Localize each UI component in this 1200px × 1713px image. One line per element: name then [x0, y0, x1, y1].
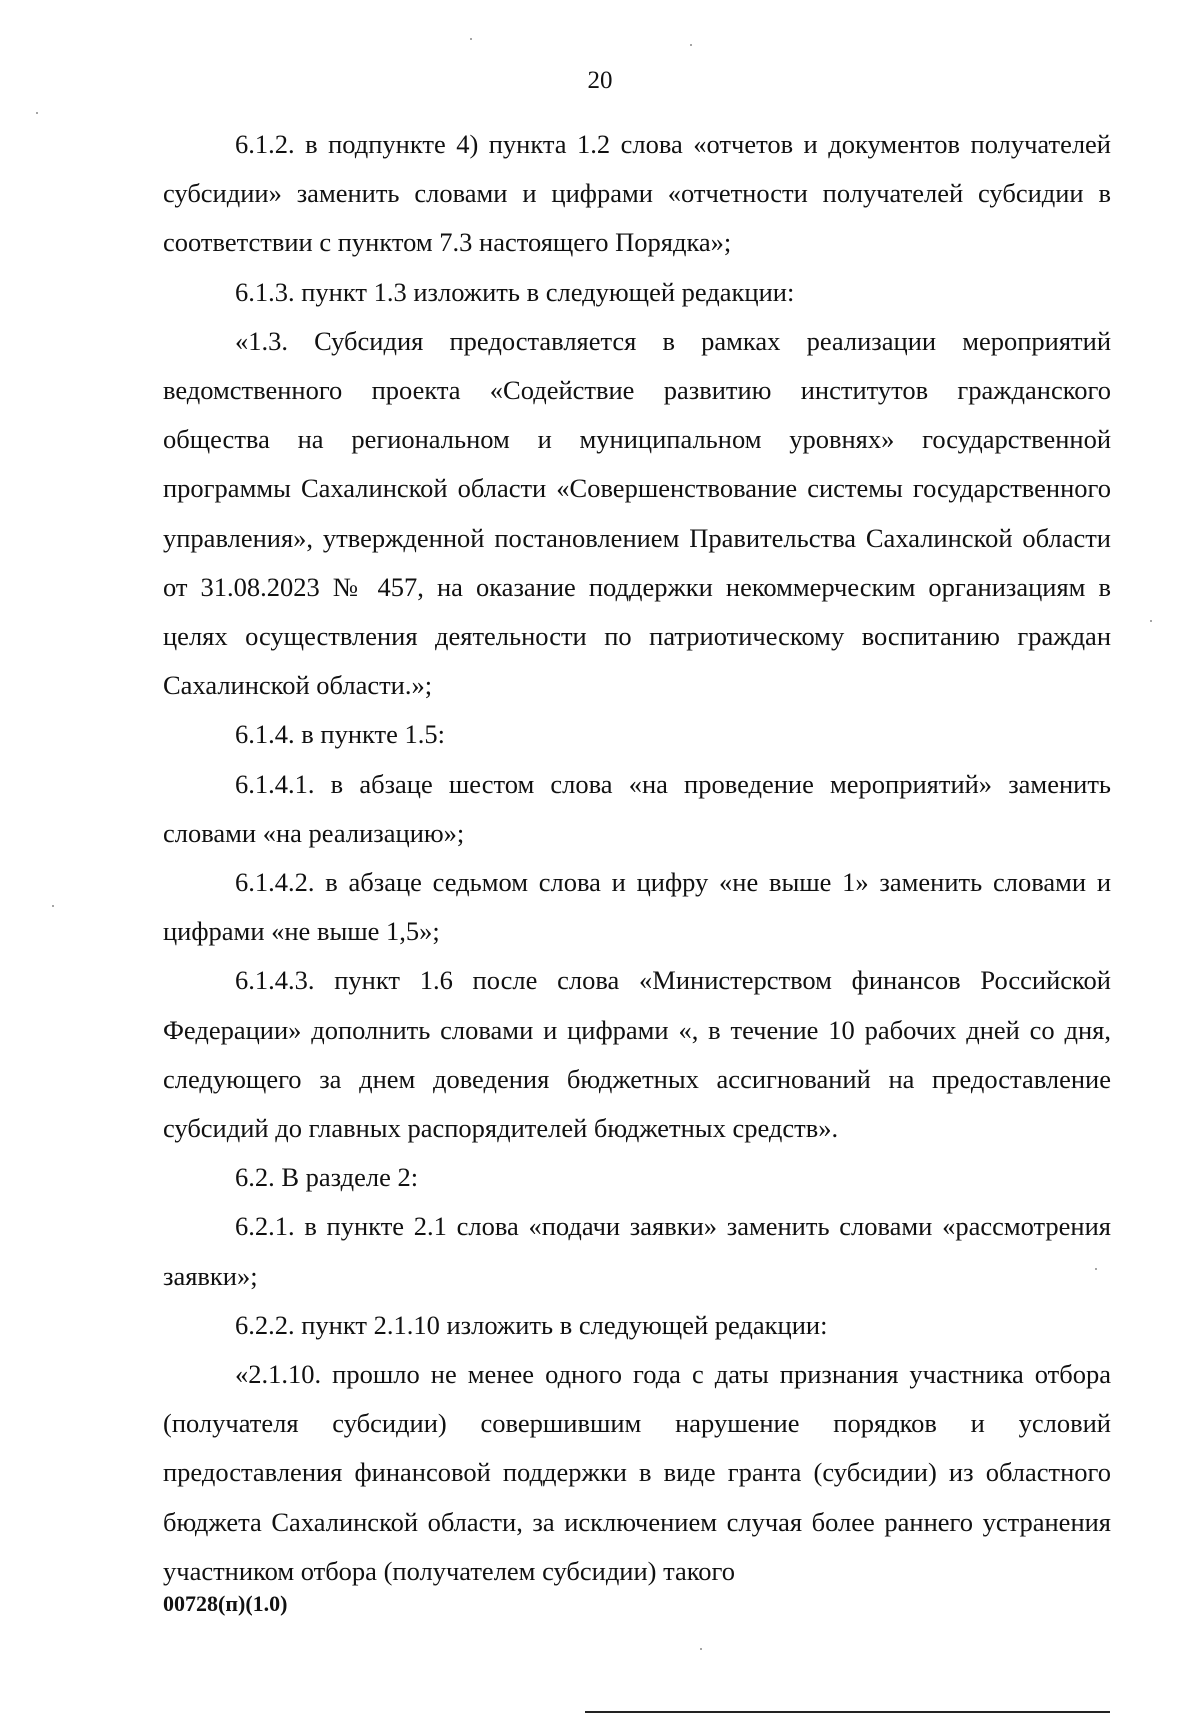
paragraph-6-1-4-1: 6.1.4.1. в абзаце шестом слова «на проведение мероприятий» заменить словами «на реализацию»; — [163, 768, 1111, 848]
paragraph-2-1-10-quote: «2.1.10. прошло не менее одного года с даты признания участника отбора (получателя субсидии) совершившим нарушение порядков и условий предоставления финансовой поддержки в виде гранта (субсидии) из областного бюджета Сахалинской области, за исключением случая более раннего устранения участником отбора (получателем субсидии) такого — [163, 1359, 1111, 1586]
paragraph-6-1-3: 6.1.3. пункт 1.3 изложить в следующей редакции: — [235, 276, 795, 307]
scan-speck — [700, 1648, 702, 1650]
paragraph-6-1-4-2: 6.1.4.2. в абзаце седьмом слова и цифру «не выше 1» заменить словами и цифрами «не выше 1,5»; — [163, 867, 1111, 947]
paragraph-6-2-1: 6.2.1. в пункте 2.1 слова «подачи заявки» заменить словами «рассмотрения заявки»; — [163, 1211, 1111, 1291]
scan-speck — [36, 112, 38, 114]
scan-speck — [690, 44, 692, 46]
paragraph-6-1-2: 6.1.2. в подпункте 4) пункта 1.2 слова «отчетов и документов получателей субсидии» заменить словами и цифрами «отчетности получателей субсидии в соответствии с пунктом 7.3 настоящего Порядка»; — [163, 129, 1111, 258]
scan-speck — [52, 905, 54, 907]
scan-speck — [470, 38, 472, 40]
paragraph-6-1-4-3: 6.1.4.3. пункт 1.6 после слова «Министерством финансов Российской Федерации» дополнить словами и цифрами «, в течение 10 рабочих дней со дня, следующего за днем доведения бюджетных ассигнований на предоставление субсидий до главных распорядителей бюджетных средств». — [163, 965, 1111, 1144]
page-number: 20 — [587, 67, 613, 94]
paragraph-1-3-quote: «1.3. Субсидия предоставляется в рамках реализации мероприятий ведомственного проекта «Содействие развитию институтов гражданского общества на региональном и муниципальном уровнях» государственной программы Сахалинской области «Совершенствование системы государственного управления», утвержденной постановлением Правительства Сахалинской области от 31.08.2023 № 457, на оказание поддержки некоммерческим организациям в целях осуществления деятельности по патриотическому воспитанию граждан Сахалинской области.»; — [163, 325, 1111, 701]
scan-speck — [1095, 1268, 1097, 1270]
scan-speck — [1150, 620, 1152, 622]
document-code: 00728(п)(1.0) — [163, 1591, 288, 1616]
paragraph-6-2-2: 6.2.2. пункт 2.1.10 изложить в следующей редакции: — [235, 1309, 828, 1340]
paragraph-6-1-4: 6.1.4. в пункте 1.5: — [235, 719, 445, 750]
paragraph-6-2: 6.2. В разделе 2: — [235, 1162, 419, 1193]
document-body — [163, 120, 1111, 1596]
